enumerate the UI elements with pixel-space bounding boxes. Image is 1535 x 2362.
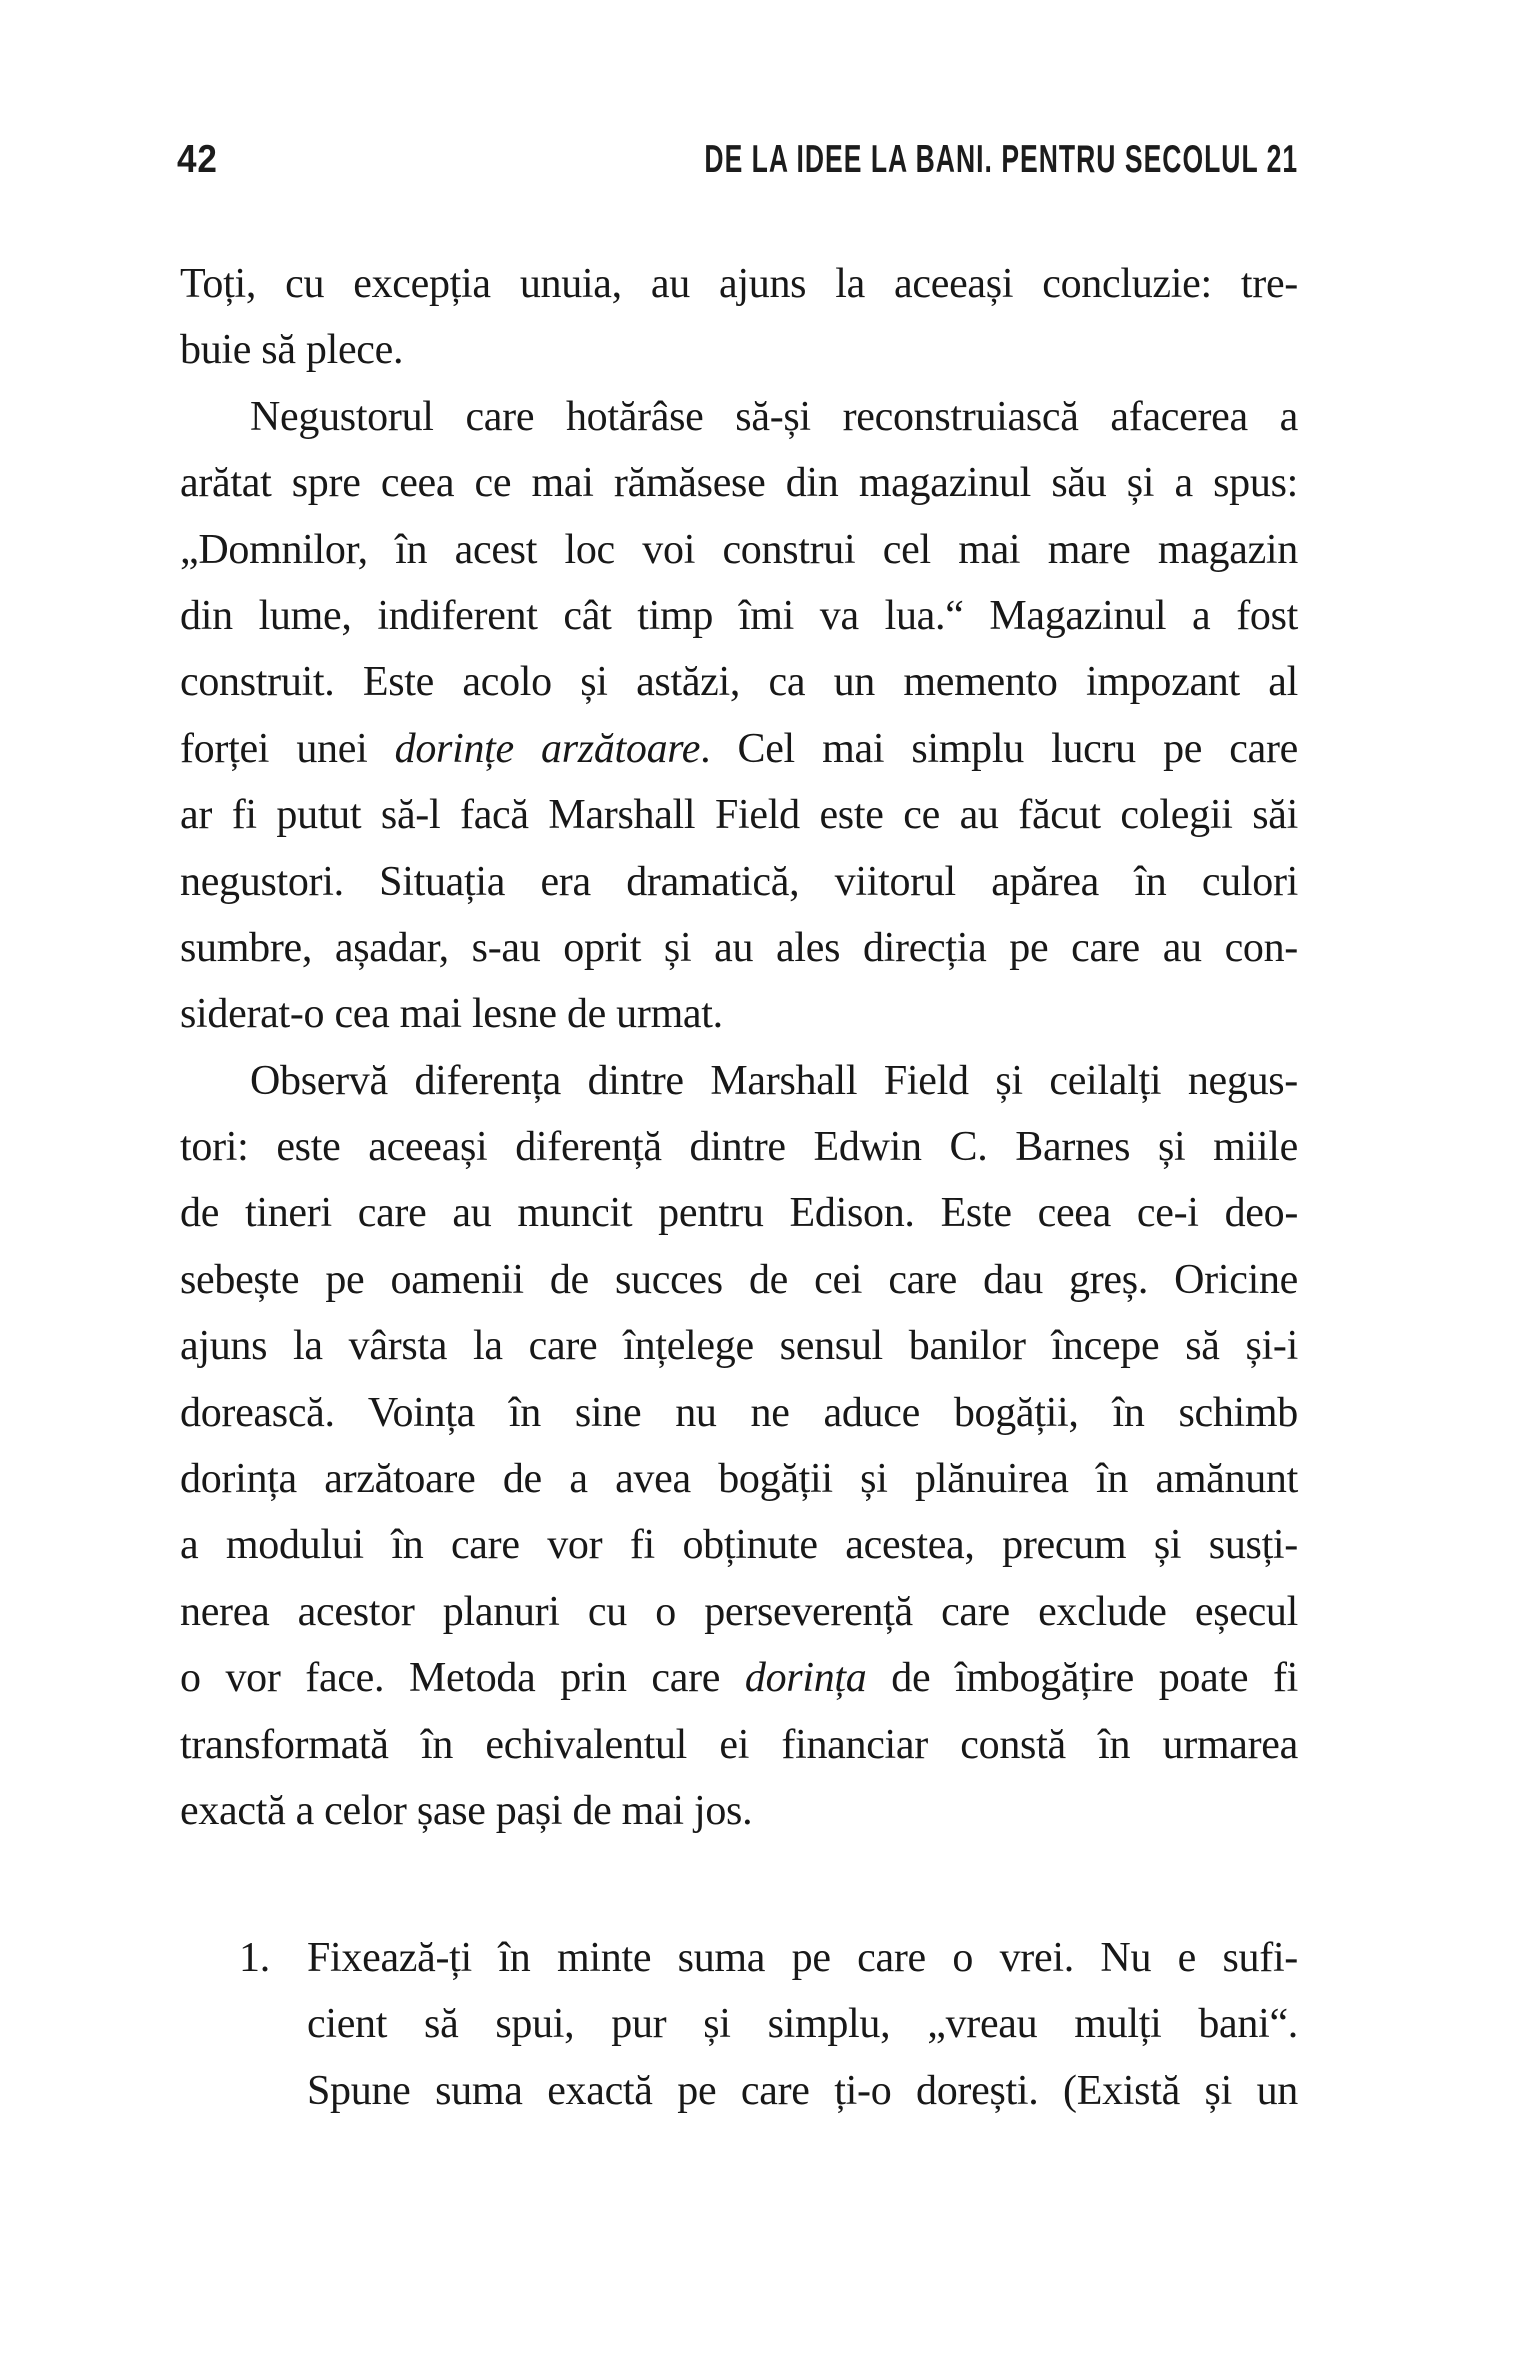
text-line — [180, 1180, 1298, 1246]
text-segment: negustori. Situația era dramatică, viitorul apărea în culori — [180, 858, 1298, 905]
text-line — [180, 1446, 1298, 1512]
text-line — [180, 1247, 1298, 1313]
text-segment: cient să spui, pur și simplu, „vreau mulți bani“. — [307, 2001, 1298, 2048]
text-line — [180, 649, 1298, 715]
page-header — [177, 138, 1298, 184]
text-segment: arătat spre ceea ce mai rămăsese din magazinul său și a spus: — [180, 460, 1298, 507]
text-segment: a modului în care vor fi obținute acestea, precum și susți- — [180, 1522, 1298, 1569]
text-segment: ajuns la vârsta la care înțelege sensul banilor începe să și-i — [180, 1323, 1298, 1370]
text-segment: Negustorul care hotărâse să-și reconstruiască afacerea a — [250, 393, 1298, 440]
text-line — [180, 251, 1298, 317]
text-segment: Toți, cu excepția unuia, au ajuns la aceeași concluzie: tre- — [180, 261, 1298, 307]
list-marker: 1. — [239, 1935, 270, 1981]
text-line — [180, 716, 1298, 782]
text-line — [180, 1048, 1298, 1114]
text-line — [180, 1712, 1298, 1778]
text-line — [180, 1512, 1298, 1578]
text-line — [180, 1380, 1298, 1446]
text-line — [180, 849, 1298, 915]
text-segment: construit. Este acolo și astăzi, ca un memento impozant al — [180, 659, 1298, 706]
text-line — [180, 583, 1298, 649]
text-line — [180, 1313, 1298, 1379]
text-segment: sumbre, așadar, s-au oprit și au ales direcția pe care au con- — [180, 924, 1298, 971]
text-segment: siderat-o cea mai lesne de urmat. — [180, 991, 723, 1038]
text-segment: transformată în echivalentul ei financiar constă în urmarea — [180, 1721, 1298, 1768]
text-segment: exactă a celor șase pași de mai jos. — [180, 1787, 753, 1834]
text-line — [180, 317, 1298, 383]
paragraph — [180, 251, 1298, 384]
numbered-list — [239, 1925, 1298, 2124]
text-segment: Spune suma exactă pe care ți-o dorești. (Există și un — [307, 2067, 1298, 2114]
italic-phrase: dorința — [744, 1655, 867, 1702]
text-segment: forței unei — [180, 725, 395, 772]
running-title: DE LA IDEE LA BANI. PENTRU SECOLUL 21 — [704, 138, 1298, 181]
italic-phrase: dorințe arzătoare — [394, 725, 701, 772]
text-segment: Fixează-ți în minte suma pe care o vrei. Nu e sufi- — [307, 1935, 1298, 1981]
text-line — [307, 1991, 1298, 2057]
paragraph — [180, 1048, 1298, 1845]
text-block — [180, 251, 1298, 1844]
text-line — [180, 517, 1298, 583]
text-line — [180, 782, 1298, 848]
text-line — [307, 2058, 1298, 2124]
text-segment: tori: este aceeași diferență dintre Edwin C. Barnes și miile — [180, 1124, 1298, 1171]
text-line — [180, 450, 1298, 516]
text-segment: de tineri care au muncit pentru Edison. Este ceea ce-i deo- — [180, 1190, 1298, 1237]
text-segment: din lume, indiferent cât timp îmi va lua.“ Magazinul a fost — [180, 592, 1298, 639]
text-segment: dorința arzătoare de a avea bogății și plănuirea în amănunt — [180, 1456, 1298, 1503]
text-line — [180, 1114, 1298, 1180]
list-item — [239, 1925, 1298, 2124]
text-segment: nerea acestor planuri cu o perseverență care exclude eșecul — [180, 1588, 1298, 1635]
text-line — [307, 1925, 1298, 1991]
text-line — [180, 915, 1298, 981]
text-segment: „Domnilor, în acest loc voi construi cel mai mare magazin — [180, 526, 1298, 573]
text-segment: . Cel mai simplu lucru pe care — [700, 725, 1298, 772]
text-segment: buie să plece. — [180, 327, 404, 374]
paragraph — [180, 384, 1298, 1048]
text-line — [180, 1645, 1298, 1711]
text-line — [180, 1579, 1298, 1645]
text-segment: ar fi putut să-l facă Marshall Field este ce au făcut colegii săi — [180, 792, 1298, 839]
text-line — [180, 1778, 1298, 1844]
text-line — [180, 384, 1298, 450]
text-segment: de îmbogățire poate fi — [866, 1655, 1298, 1702]
text-segment: sebește pe oamenii de succes de cei care dau greș. Oricine — [180, 1256, 1298, 1303]
text-segment: dorească. Voința în sine nu ne aduce bogății, în schimb — [180, 1389, 1298, 1436]
text-segment: Observă diferența dintre Marshall Field și ceilalți negus- — [250, 1057, 1298, 1104]
text-line — [180, 981, 1298, 1047]
text-segment: o vor face. Metoda prin care — [180, 1655, 745, 1702]
page-number: 42 — [177, 138, 218, 181]
